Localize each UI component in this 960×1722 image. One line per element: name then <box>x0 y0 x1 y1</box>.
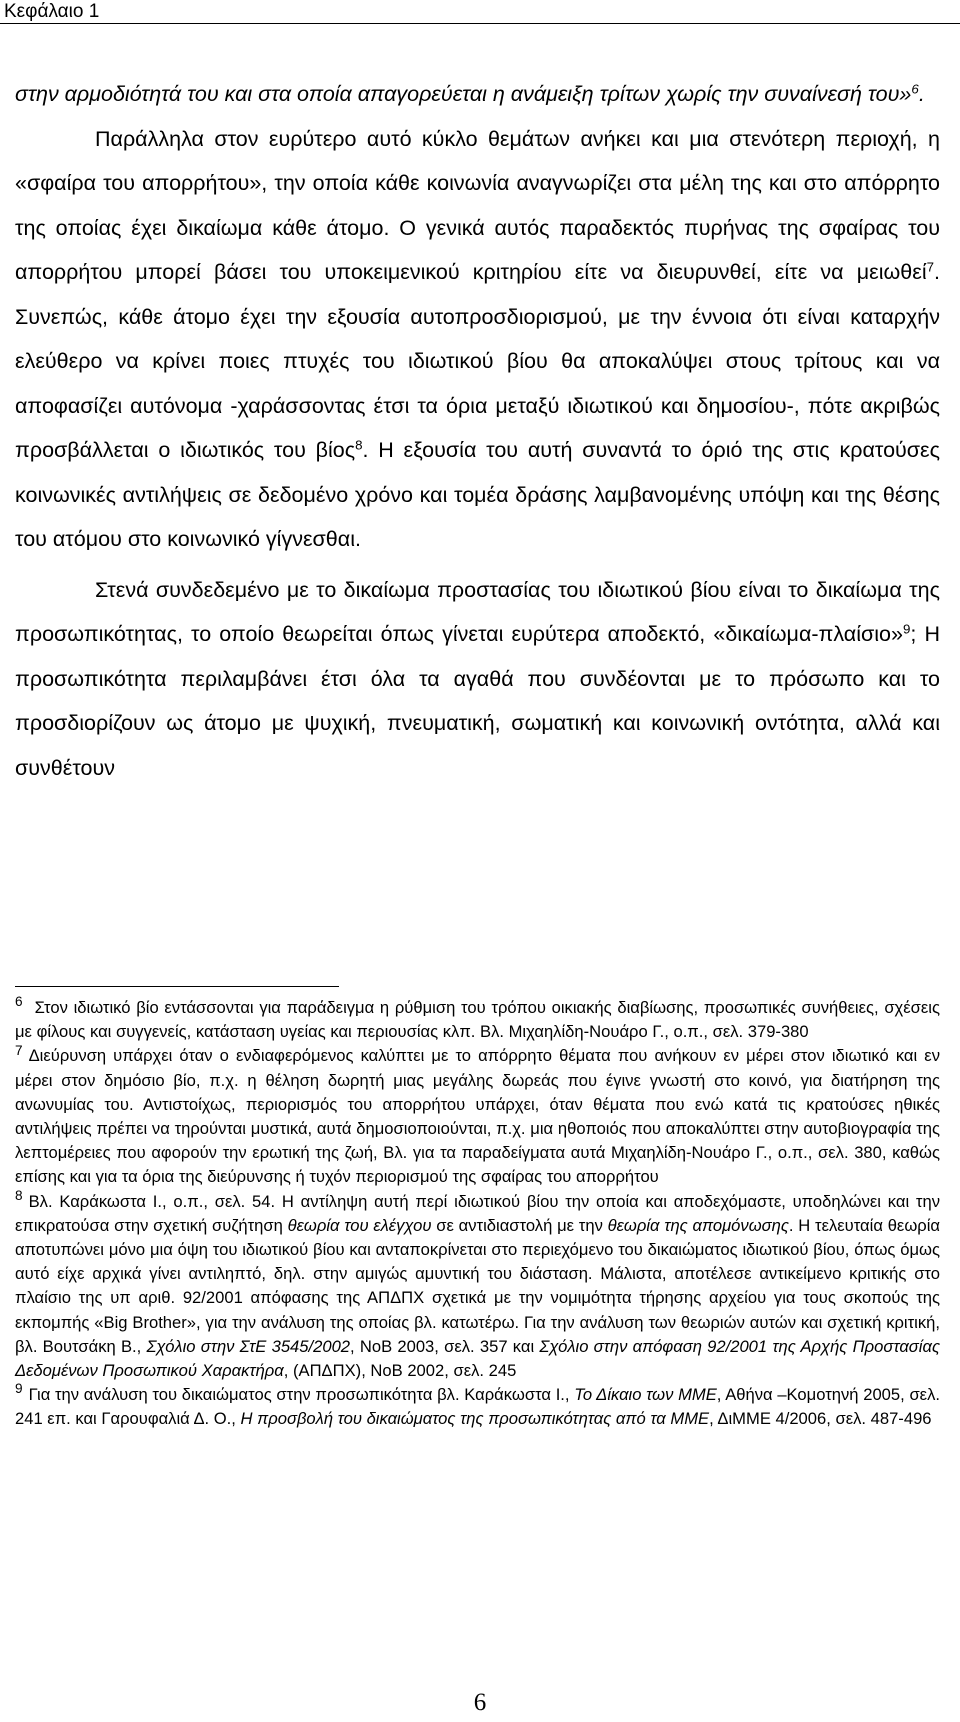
footnote-number: 7 <box>15 1042 23 1058</box>
footnote-number: 9 <box>15 1381 23 1397</box>
footnote-ref-6[interactable]: 6 <box>911 81 919 97</box>
footnote-9: $^9$ Για την ανάλυση του δικαιώματος στην προσωπικότητα βλ. Καράκωστα Ι., Το Δίκαιο των ΜΜΕ, Αθήνα –Κομοτηνή 2005, σελ. 241 επ. και Γαρουφαλιά Δ. Ο., Η προσβολή του δικαιώματος της προσωπικότητας από τα ΜΜΕ, ΔιΜΜΕ 4/2006, σελ. 487-496 <box>15 1381 940 1429</box>
footnote-6: $^6$ Στον ιδιωτικό βίο εντάσσονται για παράδειγμα η ρύθμιση του τρόπου οικιακής διαβίωσης, προσωπικές συνήθειες, σχέσεις με φίλους και συγγενείς, κατάσταση υγείας και περιουσίας κλπ. Βλ. Μιχαηλίδη-Νουάρο Γ., ο.π., σελ. 379-380 <box>15 994 940 1042</box>
footnote-ref-9[interactable]: 9 <box>902 621 911 637</box>
footnotes <box>15 996 940 1432</box>
paragraph-3: Στενά συνδεδεμένο με το δικαίωμα προστασίας του ιδιωτικού βίου είναι το δικαίωμα της προσωπικότητας, το οποίο θεωρείται όπως γίνεται ευρύτερα αποδεκτό, «δικαίωμα-πλαίσιο»$^9$; Η προσωπικότητα περιλαμβάνει έτσι όλα τα αγαθά που συνδέονται με το πρόσωπο και το προσδιορίζουν ως άτομο με ψυχική, πνευματική, σωματική και κοινωνική οντότητα, αλλά και συνθέτουν <box>15 577 940 780</box>
footnote-number: 6 <box>15 994 23 1010</box>
footnote-7: $^7$ Διεύρυνση υπάρχει όταν ο ενδιαφερόμενος καλύπτει με το απόρρητο θέματα που ανήκουν εν μέρει στον ιδιωτικό και εν μέρει στον δημόσιο βίο, π.χ. η θέληση δωρητή μιας μεγάλης δωρεάς που έγινε γνωστή στο κοινό, για διατήρηση της ανωνυμίας του. Αντιστοίχως, περιορισμός του απορρήτου υπάρχει, όταν θέματα που ενώ κατά τις κρατούσες ηθικές αντιλήψεις πρέπει να τηρούνται μυστικά, αυτά δημοσιοποιούνται, π.χ. μια ηθοποιός που αποκαλύπτει στην αυτοβιογραφία της λεπτομέρειες που αφορούν την ερωτική της ζωή, Βλ. για τα παραδείγματα αυτά Μιχαηλίδη-Νουάρο Γ., ο.π., σελ. 380, καθώς επίσης και για τα όρια της διεύρυνσης ή τυχόν περιορισμού της σφαίρας του απορρήτου <box>15 1042 940 1187</box>
paragraph-1: στην αρμοδιότητά του και στα οποία απαγορεύεται η ανάμειξη τρίτων χωρίς την συναίνεσή του»$^6$. <box>15 81 925 106</box>
footnote-separator <box>15 986 339 987</box>
body-text <box>15 72 940 790</box>
running-header <box>0 0 960 24</box>
footnote-ref-8[interactable]: 8 <box>355 437 363 453</box>
paragraph-2: Παράλληλα στον ευρύτερο αυτό κύκλο θεμάτων ανήκει και μια στενότερη περιοχή, η «σφαίρα του απορρήτου», την οποία κάθε κοινωνία αναγνωρίζει στα μέλη της και στο απόρρητο της οποίας έχει δικαίωμα κάθε άτομο. Ο γενικά αυτός παραδεκτός πυρήνας της σφαίρας του απορρήτου μπορεί βάσει του υποκειμενικού κριτηρίου είτε να διευρυνθεί, είτε να μειωθεί$^7$. Συνεπώς, κάθε άτομο έχει την εξουσία αυτοπροσδιορισμού, με την έννοια ότι είναι καταρχήν ελεύθερο να κρίνει ποιες πτυχές του ιδιωτικού βίου θα αποκαλύψει στους τρίτους και να αποφασίζει αυτόνομα -χαράσσοντας έτσι τα όρια μεταξύ ιδιωτικού και δημοσίου-, πότε ακριβώς προσβάλλεται ο ιδιωτικός του βίος$^8$. Η εξουσία του αυτή συναντά το όριό της στις κρατούσες κοινωνικές αντιλήψεις σε δεδομένο χρόνο και τομέα δράσης λαμβανομένης υπόψη και της θέσης του ατόμου στο κοινωνικό γίγνεσθαι. <box>15 126 940 551</box>
footnote-8: $^8$ Βλ. Καράκωστα Ι., ο.π., σελ. 54. Η αντίληψη αυτή περί ιδιωτικού βίου την οποία και αποδεχόμαστε, υποδηλώνει και την επικρατούσα στην σχετική συζήτηση θεωρία του ελέγχου σε αντιδιαστολή με την θεωρία της απομόνωσης. Η τελευταία θεωρία αποτυπώνει μόνο μια όψη του ιδιωτικού βίου και ανταποκρίνεται στο περιεχόμενο του δικαιώματος ιδιωτικού βίου, όπως όμως αυτό είχε αρχικά γίνει αντιληπτό, δηλ. στην αμιγώς αμυντική του διάσταση. Μάλιστα, αποτέλεσε αντικείμενο κριτικής στο πλαίσιο της υπ αριθ. 92/2001 απόφασης της ΑΠΔΠΧ σχετικά με την νομιμότητα τήρησης αρχείου για τους σκοπούς της εκπομπής «Big Brother», για την ανάλυση της οποίας βλ. κατωτέρω. Για την ανάλυση των θεωριών αυτών και σχετική κριτική, βλ. Βουτσάκη Β., Σχόλιο στην ΣτΕ 3545/2002, ΝοΒ 2003, σελ. 357 και Σχόλιο στην απόφαση 92/2001 της Αρχής Προστασίας Δεδομένων Προσωπικού Χαρακτήρα, (ΑΠΔΠΧ), ΝοΒ 2002, σελ. 245 <box>15 1187 941 1381</box>
footnote-number: 8 <box>15 1187 23 1203</box>
page-number: 6 <box>473 1689 487 1716</box>
chapter-title: Κεφάλαιο 1 <box>4 1 100 22</box>
footnote-ref-7[interactable]: 7 <box>926 259 935 275</box>
